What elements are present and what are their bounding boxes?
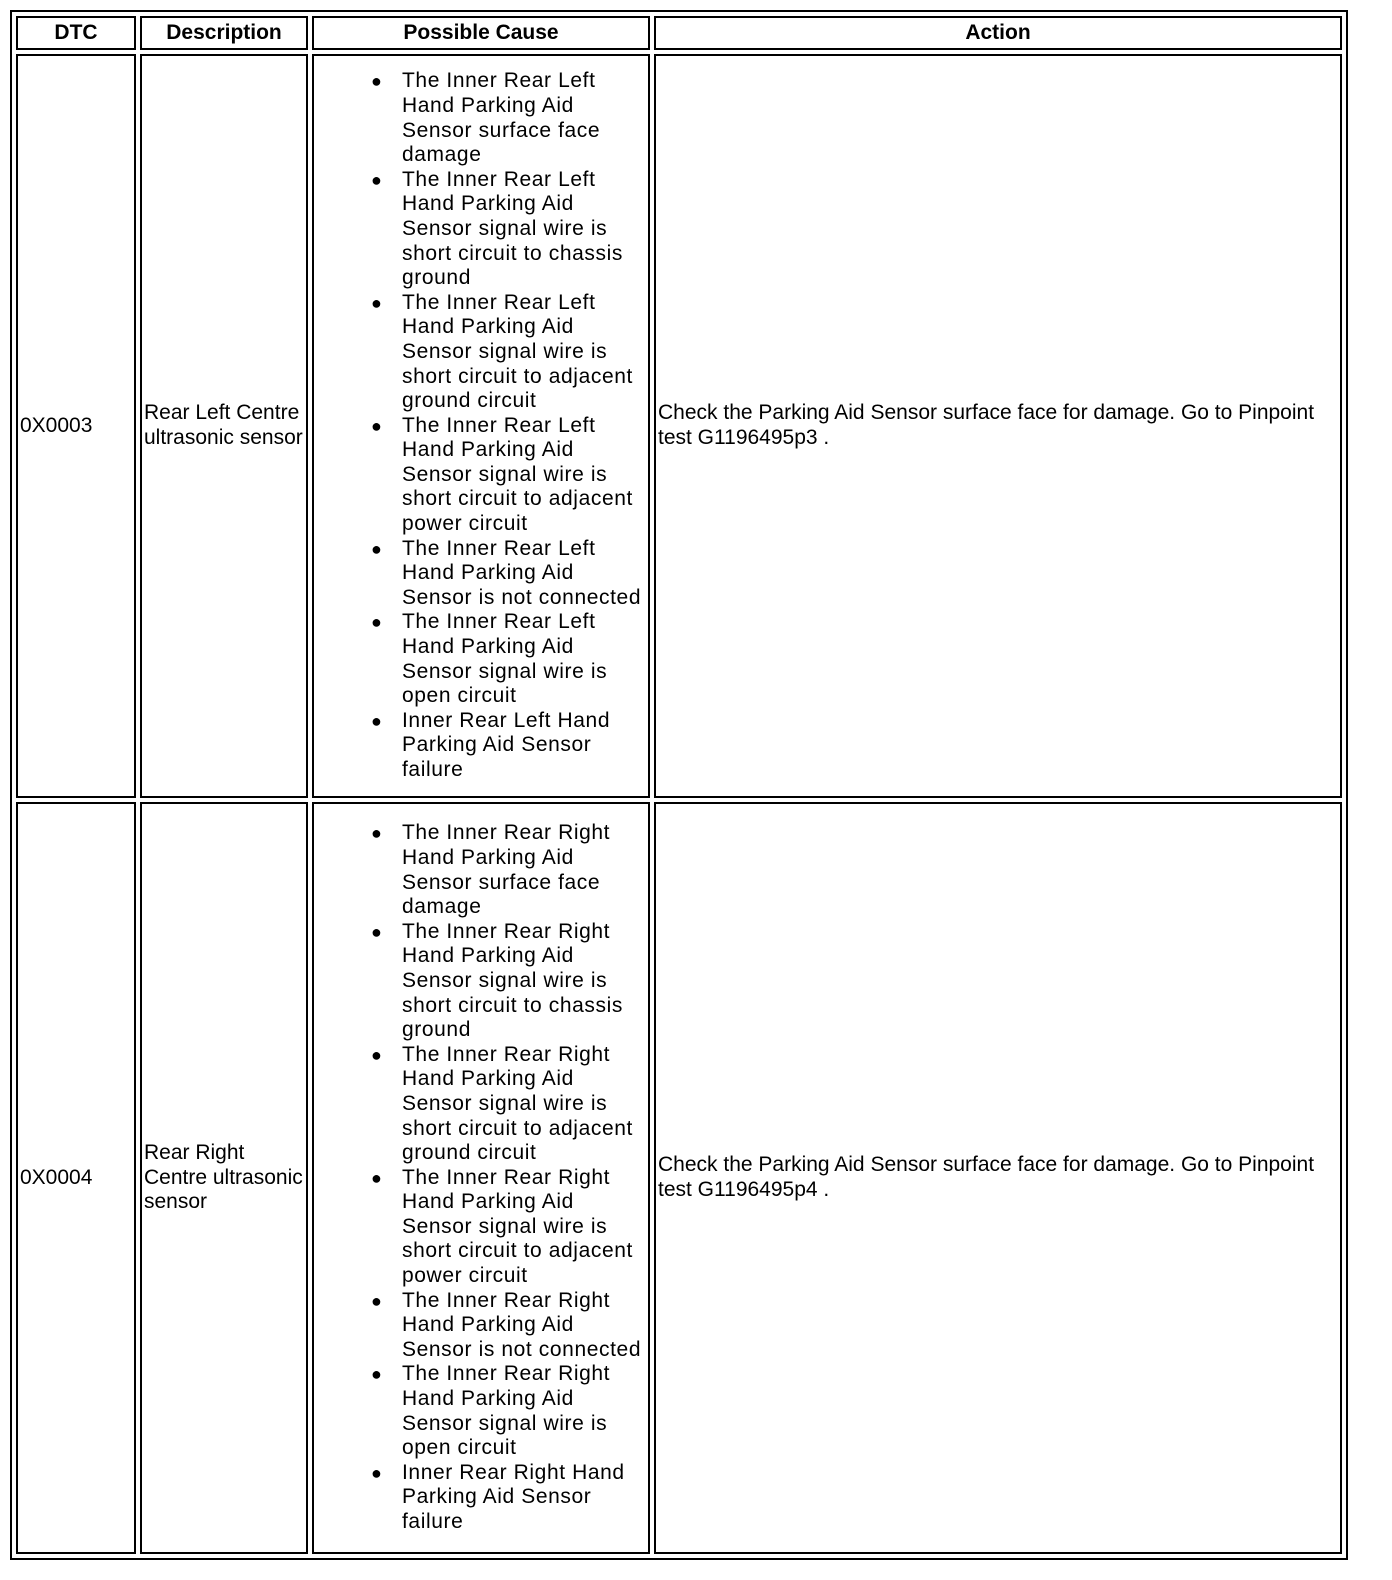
cause-item: ● The Inner Rear Left Hand Parking Aid Sensor signal wire is open circuit: [371, 610, 608, 708]
bullet-icon: ●: [371, 538, 383, 559]
header-possible-cause: Possible Cause: [312, 16, 650, 50]
bullet-icon: ●: [371, 1167, 383, 1188]
bullet-icon: ●: [371, 292, 383, 313]
cause-item: ● The Inner Rear Right Hand Parking Aid Sensor signal wire is open circuit: [371, 1362, 611, 1460]
dtc-code: 0X0003: [16, 54, 136, 798]
bullet-icon: ●: [371, 71, 383, 92]
cause-item: ● The Inner Rear Right Hand Parking Aid Sensor is not connected: [371, 1288, 642, 1361]
cause-list: [316, 821, 646, 1534]
possible-cause-cell: [312, 54, 650, 798]
bullet-icon: ●: [371, 612, 383, 633]
bullet-icon: ●: [371, 169, 383, 190]
bullet-icon: ●: [371, 823, 383, 844]
header-description: Description: [140, 16, 308, 50]
dtc-table: [10, 10, 1348, 1560]
action-text: Check the Parking Aid Sensor surface face for damage. Go to Pinpoint test G1196495p3 .: [654, 54, 1342, 798]
header-row: [16, 16, 1342, 50]
cause-item: ● The Inner Rear Right Hand Parking Aid Sensor signal wire is short circuit to adjacent ground circuit: [371, 1042, 633, 1165]
dtc-description: Rear Right Centre ultrasonic sensor: [140, 802, 308, 1554]
bullet-icon: ●: [371, 1462, 383, 1483]
bullet-icon: ●: [371, 710, 383, 731]
header-dtc: DTC: [16, 16, 136, 50]
dtc-code: 0X0004: [16, 802, 136, 1554]
cause-item: ● Inner Rear Left Hand Parking Aid Sensor failure: [371, 708, 611, 782]
table-row: [16, 802, 1342, 1554]
bullet-icon: ●: [371, 415, 383, 436]
cause-item: ● The Inner Rear Right Hand Parking Aid Sensor surface face damage: [371, 821, 611, 919]
cause-item: ● The Inner Rear Right Hand Parking Aid Sensor signal wire is short circuit to adjacent power circuit: [371, 1165, 633, 1288]
bullet-icon: ●: [371, 1290, 383, 1311]
action-text: Check the Parking Aid Sensor surface face for damage. Go to Pinpoint test G1196495p4 .: [654, 802, 1342, 1554]
cause-item: ● The Inner Rear Left Hand Parking Aid Sensor signal wire is short circuit to adjacent power circuit: [371, 413, 633, 536]
bullet-icon: ●: [371, 1044, 383, 1065]
header-action: Action: [654, 16, 1342, 50]
cause-item: ● The Inner Rear Right Hand Parking Aid Sensor signal wire is short circuit to chassis ground: [371, 919, 623, 1042]
cause-item: ● Inner Rear Right Hand Parking Aid Sensor failure: [371, 1460, 625, 1534]
cause-item: ● The Inner Rear Left Hand Parking Aid Sensor signal wire is short circuit to chassis ground: [371, 167, 623, 290]
possible-cause-cell: [312, 802, 650, 1554]
table-row: [16, 54, 1342, 798]
bullet-icon: ●: [371, 1364, 383, 1385]
bullet-icon: ●: [371, 921, 383, 942]
cause-list: [316, 69, 646, 782]
cause-item: ● The Inner Rear Left Hand Parking Aid Sensor signal wire is short circuit to adjacent ground circuit: [371, 290, 633, 413]
cause-item: ● The Inner Rear Left Hand Parking Aid Sensor surface face damage: [371, 69, 601, 167]
cause-item: ● The Inner Rear Left Hand Parking Aid Sensor is not connected: [371, 536, 642, 609]
dtc-description: Rear Left Centre ultrasonic sensor: [140, 54, 308, 798]
